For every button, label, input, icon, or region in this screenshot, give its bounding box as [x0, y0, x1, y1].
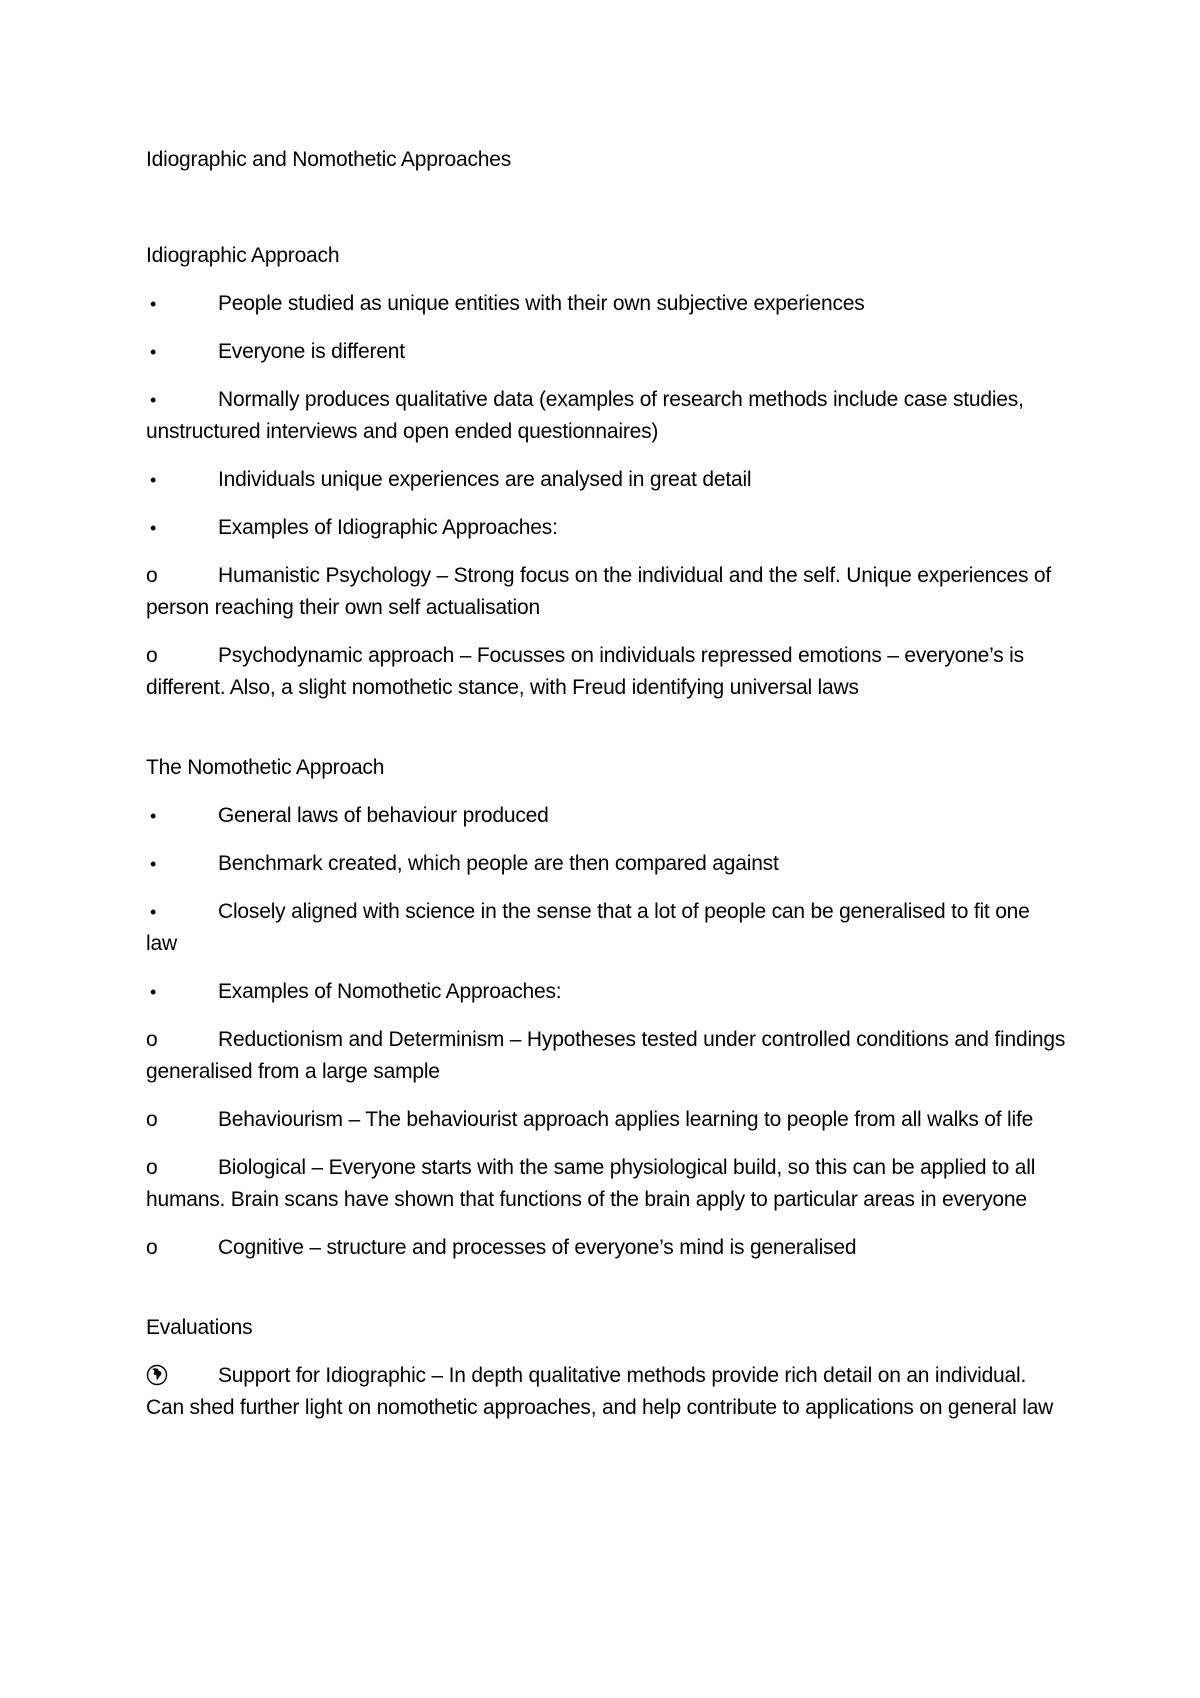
section-spacer: [146, 720, 1066, 752]
section-heading: Idiographic Approach: [146, 244, 340, 267]
list-item: [146, 336, 1066, 368]
list-item-text: Examples of Idiographic Approaches:: [218, 516, 558, 539]
list-item-text: Biological – Everyone starts with the same physiological build, so this can be applied to all humans. Brain scans have shown that functions of the brain apply to particular areas in everyone: [146, 1156, 1036, 1211]
bullet-marker: •: [150, 518, 157, 538]
sub-bullet-marker: o: [146, 1156, 158, 1179]
list-item: [146, 464, 1066, 496]
bullet-marker: •: [150, 806, 157, 826]
list-item: [146, 384, 1066, 448]
sub-list-item: [146, 1024, 1066, 1088]
sub-bullet-marker: o: [146, 564, 158, 587]
list-item-text: Individuals unique experiences are analysed in great detail: [218, 468, 752, 491]
document-title: Idiographic and Nomothetic Approaches: [146, 148, 512, 171]
list-item-text: Examples of Nomothetic Approaches:: [218, 980, 562, 1003]
list-item-text: Support for Idiographic – In depth qualitative methods provide rich detail on an individual. Can shed further light on nomothetic approaches, and help contribute to applications on general law: [146, 1364, 1054, 1419]
section-nomothetic: [146, 752, 1066, 1264]
bullet-marker: •: [150, 390, 157, 410]
sub-list-item: [146, 640, 1066, 704]
list-item-text: Closely aligned with science in the sense that a lot of people can be generalised to fit one law: [146, 900, 1030, 955]
sub-bullet-marker: o: [146, 644, 158, 667]
document-body: [146, 144, 1066, 1440]
list-item-text: Benchmark created, which people are then compared against: [218, 852, 779, 875]
section-idiographic: [146, 240, 1066, 704]
section-evaluations: [146, 1312, 1066, 1424]
list-item-text: Reductionism and Determinism – Hypotheses tested under controlled conditions and findings generalised from a large sample: [146, 1028, 1066, 1083]
globe-icon: [146, 1364, 218, 1386]
list-item: [146, 288, 1066, 320]
list-item-text: Psychodynamic approach – Focusses on individuals repressed emotions – everyone’s is different. Also, a slight nomothetic stance, with Freud identifying universal laws: [146, 644, 1024, 699]
sub-list-item: [146, 1152, 1066, 1216]
list-item-text: General laws of behaviour produced: [218, 804, 549, 827]
bullet-marker: •: [150, 854, 157, 874]
list-item: [146, 848, 1066, 880]
bullet-marker: •: [150, 342, 157, 362]
section-heading: The Nomothetic Approach: [146, 756, 385, 779]
list-item-text: Everyone is different: [218, 340, 405, 363]
sub-bullet-marker: o: [146, 1236, 158, 1259]
sub-list-item: [146, 1232, 1066, 1264]
bullet-marker: •: [150, 470, 157, 490]
bullet-marker: •: [150, 294, 157, 314]
list-item: [146, 1360, 1066, 1424]
list-item: [146, 976, 1066, 1008]
sub-bullet-marker: o: [146, 1028, 158, 1051]
sub-list-item: [146, 1104, 1066, 1136]
list-item-text: Humanistic Psychology – Strong focus on the individual and the self. Unique experiences of person reaching their own self actualisation: [146, 564, 1051, 619]
bullet-marker: •: [150, 902, 157, 922]
list-item-text: Cognitive – structure and processes of everyone’s mind is generalised: [218, 1236, 857, 1259]
list-item: [146, 800, 1066, 832]
sub-bullet-marker: o: [146, 1108, 158, 1131]
list-item: [146, 512, 1066, 544]
list-item-text: People studied as unique entities with their own subjective experiences: [218, 292, 865, 315]
section-heading: Evaluations: [146, 1316, 253, 1339]
list-item-text: Normally produces qualitative data (examples of research methods include case studies, unstructured interviews and open ended questionnaires): [146, 388, 1024, 443]
list-item: [146, 896, 1066, 960]
bullet-marker: •: [150, 982, 157, 1002]
sub-list-item: [146, 560, 1066, 624]
list-item-text: Behaviourism – The behaviourist approach applies learning to people from all walks of life: [218, 1108, 1034, 1131]
section-spacer: [146, 1280, 1066, 1312]
